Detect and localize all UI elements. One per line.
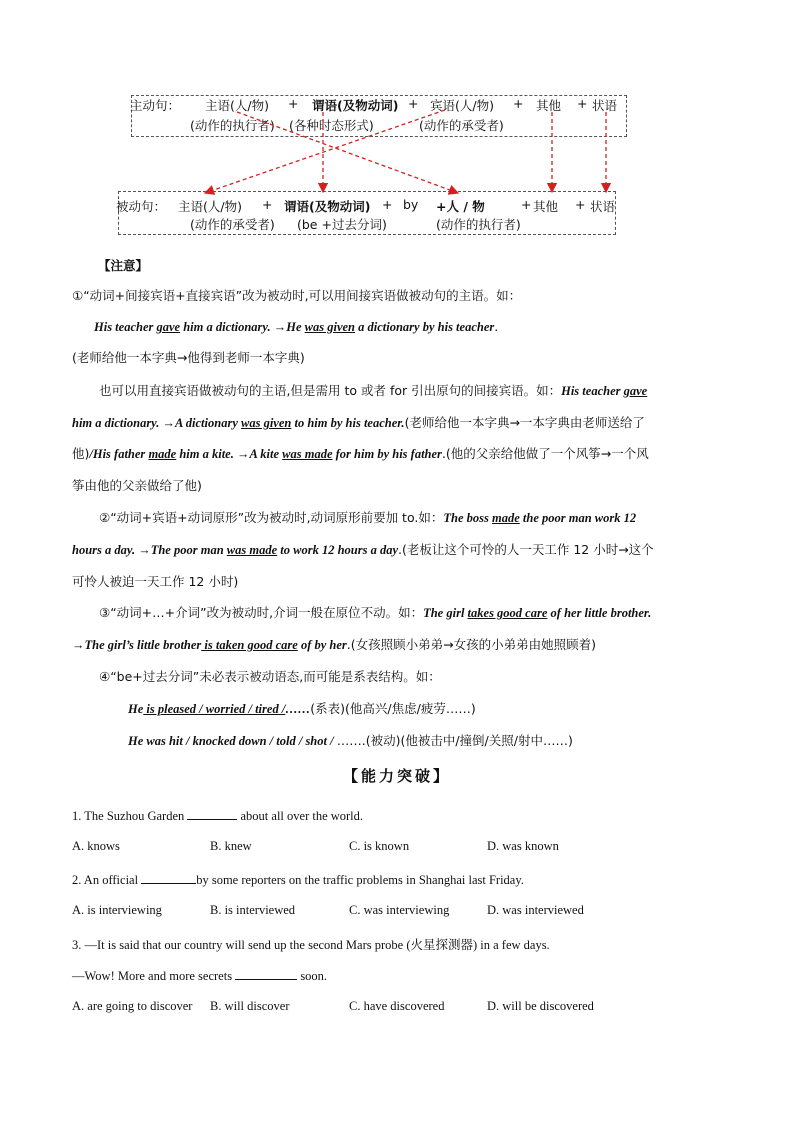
arrow-glyph: → (72, 638, 85, 652)
question-text: by some reporters on the traffic problems in Shanghai last Friday. (196, 873, 524, 887)
question-2-option-a: A. is interviewing (72, 903, 162, 917)
active-plus-4: + (577, 96, 588, 111)
verb-passive: was made (226, 543, 278, 557)
note-2-line3: 可怜人被迫一天工作 12 小时) (72, 574, 239, 589)
example-text: He was hit / knocked down / told / shot / (128, 734, 337, 748)
note-text: 也可以用直接宾语做被动句的主语,但是需用 to 或者 for 引出原句的间接宾语。如： (99, 383, 562, 398)
example-text: . (494, 319, 499, 334)
example-text: for him by his father (332, 447, 442, 461)
note-text: 他) (72, 446, 90, 461)
note-text: ③“动词+…+介词”改为被动时,介词一般在原位不动。如： (99, 605, 424, 620)
example-text: of by her (297, 638, 347, 652)
passive-plus-3: + (521, 197, 532, 212)
passive-predicate-note: (be +过去分词) (297, 217, 387, 232)
question-3-option-b: B. will discover (210, 999, 290, 1013)
arrow-object-to-subject (205, 110, 445, 193)
note-1-example (94, 319, 744, 335)
example-text: to him by his teacher. (291, 416, 405, 430)
note-1-line4 (72, 446, 722, 462)
note-text: (系表)(他高兴/焦虑/疲劳……) (310, 701, 476, 716)
passive-agent: +人 / 物 (436, 199, 485, 214)
verb-active: made (148, 447, 177, 461)
question-2-stem (72, 871, 524, 888)
question-2-option-d: D. was interviewed (487, 903, 584, 917)
example-text: of her little brother. (547, 606, 652, 620)
note-text: (老师给他一本字典→一本字典由老师送给了 (404, 415, 645, 430)
question-1-option-a: A. knows (72, 839, 120, 853)
example-text: A dictionary (175, 416, 241, 430)
question-3-line2 (72, 967, 327, 984)
passive-predicate: 谓语(及物动词) (284, 199, 371, 214)
arrow-glyph: → (237, 447, 250, 461)
passive-by: by (403, 197, 419, 212)
active-label: 主动句： (130, 98, 181, 113)
passive-adverbial: 状语 (590, 199, 616, 214)
active-object-note: (动作的承受者) (419, 118, 504, 133)
note-2-line1 (99, 510, 749, 526)
note-text: ②“动词+宾语+动词原形”改为被动时,动词原形前要加 to.如： (99, 510, 444, 525)
note-1-line3 (72, 415, 722, 431)
verb-active: takes good care (467, 606, 548, 620)
question-3-option-c: C. have discovered (349, 999, 445, 1013)
example-text: him a kite. (176, 447, 237, 461)
answer-blank (235, 967, 297, 980)
passive-plus-4: + (575, 197, 586, 212)
note-1-intro: ①“动词+间接宾语+直接宾语”改为被动时,可以用间接宾语做被动句的主语。如： (72, 288, 522, 303)
example-text: The boss (443, 511, 492, 525)
question-1-option-c: C. is known (349, 839, 410, 853)
verb-active: gave (156, 320, 181, 334)
arrow-glyph: → (162, 416, 176, 430)
passive-plus-2: + (382, 197, 393, 212)
note-4-line1: ④“be+过去分词”未必表示被动语态,而可能是系表结构。如： (99, 669, 441, 684)
arrow-subject-to-agent (237, 112, 458, 193)
example-text: him a dictionary. (180, 320, 274, 334)
example-text: …… (285, 702, 311, 716)
example-text: him a dictionary. (72, 416, 163, 430)
note-3-line2 (72, 637, 722, 653)
example-text: the poor man work 12 (519, 511, 637, 525)
question-text: about all over the world. (237, 809, 364, 823)
passive-label: 被动句： (116, 199, 167, 214)
question-text: 1. The Suzhou Garden (72, 809, 188, 823)
active-predicate: 谓语(及物动词) (312, 98, 399, 113)
note-2-line2 (72, 542, 722, 558)
question-text: 2. An official (72, 873, 142, 887)
note-text: .(他的父亲给他做了一个风筝→一个风 (441, 446, 649, 461)
verb-active: made (491, 511, 520, 525)
example-text: His teacher (94, 320, 157, 334)
question-3-stem: 3. —It is said that our country will send up the second Mars probe (火星探测器) in a few days. (72, 938, 550, 952)
example-text: The girl (423, 606, 468, 620)
passive-plus-1: + (262, 197, 273, 212)
passive-subject-note: (动作的承受者) (190, 217, 275, 232)
example-text: A kite (249, 447, 283, 461)
active-adverbial: 状语 (592, 98, 618, 113)
note-text: .(女孩照顾小弟弟→女孩的小弟弟由她照顾着) (346, 637, 596, 652)
example-text: His teacher (561, 384, 624, 398)
note-text: …….(被动)(他被击中/撞倒/关照/射中……) (336, 733, 573, 748)
answer-blank (187, 807, 237, 820)
note-1-translation: (老师给他一本字典→他得到老师一本字典) (72, 350, 305, 365)
example-text: The girl’s little brother (84, 638, 202, 652)
verb-passive: is taken good care (201, 638, 298, 652)
question-2-option-c: C. was interviewing (349, 903, 450, 917)
example-text: The poor man (150, 543, 227, 557)
active-subject-note: (动作的执行者) (190, 118, 275, 133)
question-3-option-a: A. are going to discover (72, 999, 193, 1013)
question-text: soon. (297, 969, 328, 983)
verb-passive: was made (282, 447, 333, 461)
example-text: a dictionary by his teacher (355, 320, 495, 334)
example-text: hours a day. (72, 543, 139, 557)
example-text: /His father (89, 447, 149, 461)
note-text: .(老板让这个可怜的人一天工作 12 小时→这个 (398, 542, 654, 557)
active-plus-2: + (408, 96, 419, 111)
passive-subject: 主语(人/物) (178, 199, 242, 214)
arrow-glyph: → (138, 543, 151, 557)
verb-active: gave (623, 384, 648, 398)
example-text: to work 12 hours a day (277, 543, 398, 557)
example-text: He (128, 702, 144, 716)
section-title: 【能力突破】 (342, 767, 451, 785)
question-1-option-d: D. was known (487, 839, 559, 853)
notes-title: 【注意】 (98, 258, 149, 273)
note-1-line2 (99, 383, 749, 399)
question-1-stem (72, 807, 363, 824)
active-other: 其他 (536, 98, 562, 113)
passive-other: 其他 (533, 199, 559, 214)
answer-blank (141, 871, 196, 884)
note-1-line5: 筝由他的父亲做给了他) (72, 478, 202, 493)
note-4-example-1 (128, 701, 778, 717)
transformation-arrows (0, 0, 794, 260)
passive-agent-note: (动作的执行者) (436, 217, 521, 232)
question-1-option-b: B. knew (210, 839, 252, 853)
active-predicate-note: (各种时态形式) (289, 118, 374, 133)
question-text: —Wow! More and more secrets (72, 969, 236, 983)
note-4-example-2 (128, 733, 778, 749)
question-3-option-d: D. will be discovered (487, 999, 594, 1013)
verb-passive: was given (304, 320, 356, 334)
note-3-line1 (99, 605, 749, 621)
question-2-option-b: B. is interviewed (210, 903, 296, 917)
active-plus-1: + (288, 96, 299, 111)
verb-passive: was given (241, 416, 292, 430)
active-subject: 主语(人/物) (205, 98, 269, 113)
active-object: 宾语(人/物) (430, 98, 494, 113)
linking-structure: is pleased / worried / tired / (143, 702, 286, 716)
arrow-glyph: → (273, 320, 287, 334)
example-text: He (286, 320, 305, 334)
active-plus-3: + (513, 96, 524, 111)
